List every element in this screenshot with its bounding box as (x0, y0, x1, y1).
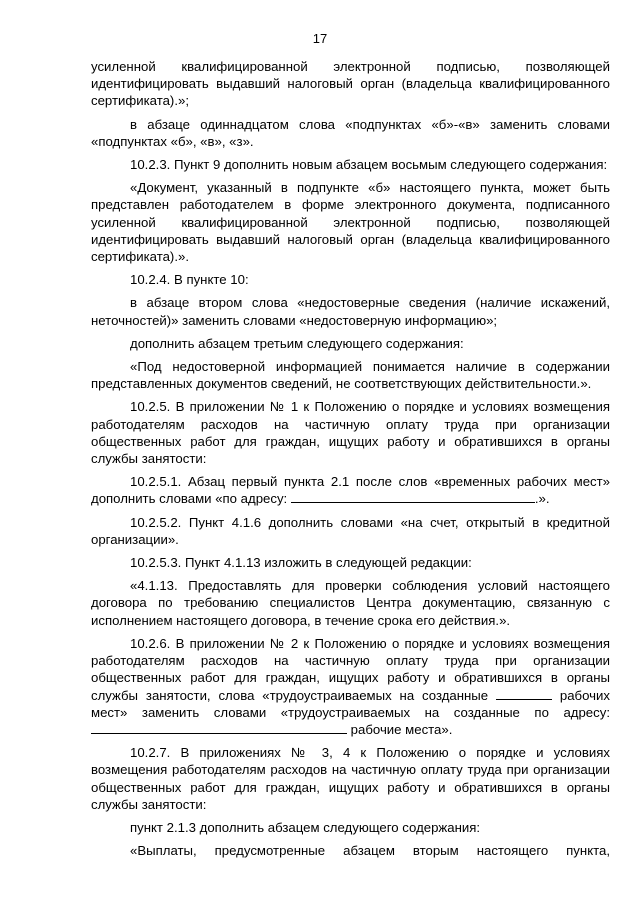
document-body (91, 58, 610, 859)
paragraph-2: в абзаце одиннадцатом слова «подпунктах «б»-«в» заменить словами «подпунктах «б», «в», «з». (91, 116, 610, 149)
address-blank-line (291, 490, 535, 503)
paragraph-8: «Под недостоверной информацией понимается наличие в содержании представленных документов сведений, не соответствующих действительности.». (91, 359, 610, 392)
paragraph-10-text: 10.2.5.1. Абзац первый пункта 2.1 после слов «временных рабочих мест» дополнить словами «по адресу: (91, 474, 610, 507)
page-number: 17 (312, 31, 328, 46)
paragraph-15: 10.2.7. В приложениях № 3, 4 к Положению о порядке и условиях возмещения работодателям расходов на частичную оплату труда при организации общественных работ для граждан, ищущих работу и обратившихся в органы службы занятости: (91, 745, 610, 812)
paragraph-14-text-a: 10.2.6. В приложении № 2 к Положению о порядке и условиях возмещения работодателям расходов на частичную оплату труда при организации общественных работ для граждан, ищущих работу и обратившихся в органы службы занятости, слова «трудоустраиваемых на созданные (91, 635, 610, 703)
paragraph-9: 10.2.5. В приложении № 1 к Положению о порядке и условиях возмещения работодателям расходов на частичную оплату труда при организации общественных работ для граждан, ищущих работу и обратившихся в органы службы занятости: (91, 399, 610, 467)
paragraph-14-text-b: рабочих мест» заменить словами «трудоустраиваемых на созданные по адресу: (91, 687, 610, 720)
paragraph-14 (91, 635, 610, 738)
paragraph-13: «4.1.13. Предоставлять для проверки соблюдения условий настоящего договора по требованию специалистов Центра документацию, связанную с исполнением настоящего договора, в течение срока его действия.». (91, 578, 610, 628)
paragraph-10 (91, 473, 610, 507)
paragraph-4: «Документ, указанный в подпункте «б» настоящего пункта, может быть представлен работодателем в форме электронного документа, подписанного усиленной квалифицированной электронной подписью, позволяющей идентифицировать выдавший налоговый орган (владельца квалифицированного сертификата).». (91, 180, 610, 265)
paragraph-1: усиленной квалифицированной электронной подписью, позволяющей идентифицировать выдавший налоговый орган (владельца квалифицированного сертификата).»; (91, 59, 610, 109)
paragraph-5: 10.2.4. В пункте 10: (130, 272, 249, 288)
address-blank-line-2 (91, 721, 347, 734)
paragraph-3: 10.2.3. Пункт 9 дополнить новым абзацем восьмым следующего содержания: (130, 157, 608, 173)
paragraph-17: «Выплаты, предусмотренные абзацем вторым настоящего пункта, (130, 843, 610, 859)
paragraph-16: пункт 2.1.3 дополнить абзацем следующего содержания: (130, 819, 481, 835)
paragraph-10-tail: .». (534, 491, 550, 507)
paragraph-12: 10.2.5.3. Пункт 4.1.13 изложить в следующей редакции: (130, 555, 472, 571)
paragraph-7: дополнить абзацем третьим следующего содержания: (130, 335, 464, 351)
count-blank-line (496, 687, 552, 700)
paragraph-11: 10.2.5.2. Пункт 4.1.6 дополнить словами «на счет, открытый в кредитной организации». (91, 514, 610, 547)
paragraph-14-text-c: рабочие места». (350, 721, 453, 737)
paragraph-6: в абзаце втором слова «недостоверные сведения (наличие искажений, неточностей)» заменить словами «недостоверную информацию»; (91, 295, 610, 328)
